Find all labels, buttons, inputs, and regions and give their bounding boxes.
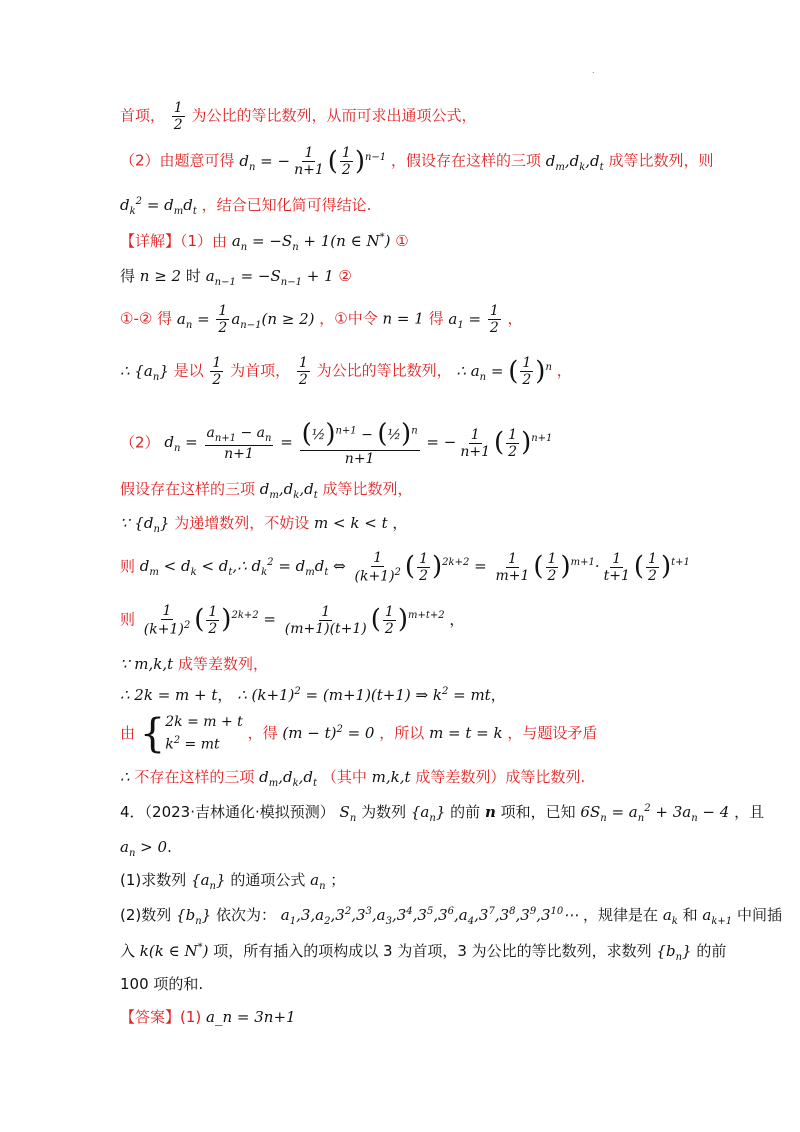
text-q4c-c: ； (330, 871, 346, 889)
formula-an: $a_n = -S_n + 1(n$ ∈ N*) (231, 232, 391, 253)
formula-6sn: $6S_n = a_n^2 + 3a_n - 4$ (580, 803, 730, 824)
formula-mkt-2: ∵ m,k,t (120, 655, 174, 673)
formula-ineq: $d_m < d_k$ < $d_t,\therefore$ $d_k^2 = d_md_t$ ⇔ $\frac{1}{(k+1)^2}$ ( $\frac{1}{2}$ )$^{2k+2}$ = $\frac{1}{m+1}$ ( $\frac{1}{2}$ )$^{m+1}$· $\frac{1}{t+1}$ ( $\frac{1}{2}$ )$^{t+1}$ (139, 550, 690, 585)
formula-k-nstar: k(k ∈ N*) (139, 942, 209, 960)
formula-mkt-3: m,k,t (371, 768, 411, 786)
text-q4d-a: (2)数列 (120, 906, 172, 924)
text-l10b: 为递增数列，不妨设 (174, 514, 310, 532)
formula-seq-bn: $\{b_n\}$ (176, 906, 212, 927)
text-l7e: ， (556, 361, 572, 380)
line-16: ∴ 不存在这样的三项 $d_m,d_k,d_t$ （其中 m,k,t 成等差数列）成等比数列. (120, 768, 586, 789)
text-l7d: 为公比的等比数列， (316, 361, 452, 380)
q4-line-6 (120, 975, 203, 993)
answer-line (120, 1008, 296, 1026)
formula-system: 2k = m + t $k^2$ = mt (165, 714, 243, 753)
formula-an1: $a_{n-1} = -S_{n-1} + 1$ (205, 267, 334, 288)
formula-n1: n = 1 (382, 309, 424, 328)
line-15: 由 { 2k = m + t $k^2$ = mt ，得 $(m - t)^2 = 0$ ，所以 m = t = k ，与题设矛盾 (120, 710, 598, 757)
formula-dk2: $d_k^2 = d_md_t$ (120, 196, 197, 217)
formula-eq2: $\frac{1}{(k+1)^2}$ ( $\frac{1}{2}$ )$^{2k+2}$ = $\frac{1}{(m+1)(t+1)}$ ( $\frac{1}{2}$ )$^{m+t+2}$ (143, 603, 445, 638)
text-l15a: 由 (120, 723, 136, 742)
line-6 (120, 303, 523, 336)
fraction-half-2: $\frac{1}{2}$ (212, 355, 222, 389)
text-q4e: ，且 (734, 803, 765, 821)
text-l2a: （2）由题意可得 (120, 151, 235, 170)
text-q4d-d: 和 (682, 906, 698, 924)
text-q4c-b: 的通项公式 (230, 871, 306, 889)
formula-mkt: m < k < t (314, 514, 388, 532)
formula-mt0: $(m - t)^2 = 0$ (282, 723, 375, 742)
text-l5b: 时 (185, 267, 201, 285)
line-13 (120, 655, 268, 673)
formula-recur: $a_n$ = $\frac{1}{2}$ $a_{n-1}(n \ge 2)$ (176, 303, 315, 337)
text-q4f-a: 100 项的和. (120, 975, 204, 993)
text-l7c: 为首项， (230, 361, 291, 380)
text-l8a: （2） (120, 433, 160, 452)
formula-an-pos: $a_n > 0$ (120, 838, 168, 859)
formula-an-closed: ∴ $a_n$ = ( $\frac{1}{2}$ )$^n$ (456, 355, 552, 389)
text-l11a: 则 (120, 557, 136, 576)
text-l15c: ，所以 (379, 723, 425, 742)
formula-seq-an-2: $\{a_n\}$ (191, 871, 226, 892)
text-l16a: 不存在这样的三项 (134, 768, 255, 786)
text-l3b: ，结合已知化简可得结论. (201, 196, 372, 214)
formula-dn-derivation: $d_n$ = $\frac{a_{n+1} - a_n}{n+1}$ = $\frac{(\frac{1}{2})^{n+1} - (\frac{1}{2})^n}{n+1}$ = − $\frac{1}{n+1}$ ( $\frac{1}{2}$ )$^{n+1}$ (164, 419, 553, 467)
text-q4e-c: 的前 (696, 942, 727, 960)
formula-a1: $a_1$ = $\frac{1}{2}$ (448, 303, 499, 337)
q4-line-5: 入 k(k ∈ N*) 项，所有插入的项构成以 3 为首项，3 为公比的等比数列，求数列 $\{b_n\}$ 的前 (120, 942, 727, 963)
formula-dn: $d_n$ = − $\frac{1}{n+1}$ ( $\frac{1}{2}$ )$^{n-1}$ (239, 145, 387, 179)
text-circ1: ① (395, 232, 409, 250)
formula-seq-an-q: $\{a_n\}$ (410, 803, 446, 824)
line-3 (120, 196, 371, 218)
text-q4d: 项和，已知 (500, 803, 576, 821)
line-4 (120, 232, 409, 254)
fraction-half-3: $\frac{1}{2}$ (298, 355, 308, 389)
formula-k2: ∴ $(k+1)^2 = (m+1)(t+1)$ ⇒ $k^2$ = mt (237, 686, 491, 704)
text-l6d: 得 (428, 309, 444, 328)
formula-terms-2: $d_m,d_k,d_t$ (259, 480, 318, 501)
formula-2k: ∴ 2k = m + t (120, 686, 218, 704)
fraction-half: $\frac{1}{2}$ (173, 100, 183, 134)
line-8 (120, 420, 552, 467)
line-2 (120, 145, 713, 178)
line-10: ∵ $\{d_n\}$ 为递增数列，不妨设 m < k < t ， (120, 514, 408, 535)
text-l1b: 为公比的等比数列，从而可求出通项公式， (191, 106, 477, 125)
line-14: ∴ 2k = m + t， ∴ $(k+1)^2 = (m+1)(t+1)$ ⇒ $k^2$ = mt， (120, 686, 506, 704)
text-l6c: ，①中令 (319, 309, 378, 328)
q4-line-2 (120, 838, 172, 860)
line-12: 则 $\frac{1}{(k+1)^2}$ ( $\frac{1}{2}$ )$^{2k+2}$ = $\frac{1}{(m+1)(t+1)}$ ( $\frac{1}{2}$ )$^{m+t+2}$ ， (120, 603, 465, 638)
line-7 (120, 355, 572, 388)
line-11 (120, 550, 690, 585)
text-l13b: 成等差数列， (177, 655, 268, 673)
text-l2c: 成等比数列，则 (608, 151, 714, 170)
line-9 (120, 480, 413, 502)
formula-terms: $d_m,d_k,d_t$ (545, 151, 604, 173)
text-q4b: 为数列 (361, 803, 407, 821)
text-q4c: 的前 (450, 803, 481, 821)
q4-line-1: 4．（2023·吉林通化·模拟预测） $S_n$ 为数列 $\{a_n\}$ 的前 n 项和，已知 $6S_n = a_n^2 + 3a_n - 4$ ，且 (120, 803, 765, 824)
line-1 (120, 100, 477, 133)
text-l5a: 得 (120, 267, 136, 285)
formula-seq-dn: ∵ $\{d_n\}$ (120, 514, 170, 535)
text-q4c-a: (1)求数列 (120, 871, 187, 889)
text-q4d-c: ，规律是在 (583, 906, 659, 924)
text-l9a: 假设存在这样的三项 (120, 480, 256, 498)
text-l12a: 则 (120, 610, 136, 629)
q4-line-4: (2)数列 $\{b_n\}$ 依次为： $a_1,3,a_2,3^2,3^3,a_3,3^4,3^5,3^6,a_4,3^7,3^8,3^9,3^{10}\cdots$ ，规律是在 $a_k$ 和 $a_{k+1}$ 中间插 (120, 906, 782, 927)
text-l16b: （其中 (321, 768, 367, 786)
text-l6b: 得 (157, 309, 173, 328)
line-5 (120, 267, 352, 289)
q4-line-3: (1)求数列 $\{a_n\}$ 的通项公式 $a_n$ ； (120, 871, 346, 892)
text-q4b-a: . (167, 838, 172, 856)
formula-mtk: m = t = k (429, 723, 503, 742)
text-l6a: ①-② (120, 309, 153, 328)
text-l4a: 【详解】（1）由 (120, 232, 228, 250)
text-l2b: ，假设存在这样的三项 (390, 151, 541, 170)
text-l6e: ， (507, 309, 523, 328)
text-l1a: 首项， (120, 106, 166, 125)
formula-sn: $S_n$ (339, 803, 357, 824)
text-l15d: ，与题设矛盾 (507, 723, 598, 742)
answer-formula: a_n = 3n+1 (206, 1008, 296, 1026)
formula-terms-3: $d_m,d_k,d_t$ (259, 768, 318, 789)
answer-label: 【答案】(1) (120, 1008, 202, 1026)
text-q4d-e: 中间插 (736, 906, 782, 924)
text-q4a: 4．（2023·吉林通化·模拟预测） (120, 803, 335, 821)
text-q4e-b: 项，所有插入的项构成以 3 为首项，3 为公比的等比数列，求数列 (213, 942, 652, 960)
text-q4e-a: 入 (120, 942, 136, 960)
page-mark: . (592, 66, 595, 75)
text-l15b: ，得 (247, 723, 278, 742)
text-l16c: 成等差数列）成等比数列. (415, 768, 586, 786)
text-circ2: ② (338, 267, 352, 285)
formula-seq-an: ∴ $\{a_n\}$ (120, 361, 169, 383)
formula-n2: n ≥ 2 (139, 267, 182, 285)
text-l9b: 成等比数列， (322, 480, 413, 498)
text-l7b: 是以 (173, 361, 204, 380)
formula-seq-list: $a_1,3,a_2,3^2,3^3,a_3,3^4,3^5,3^6,a_4,3^7,3^8,3^9,3^{10}\cdots$ (280, 906, 579, 927)
text-q4d-b: 依次为： (215, 906, 276, 924)
